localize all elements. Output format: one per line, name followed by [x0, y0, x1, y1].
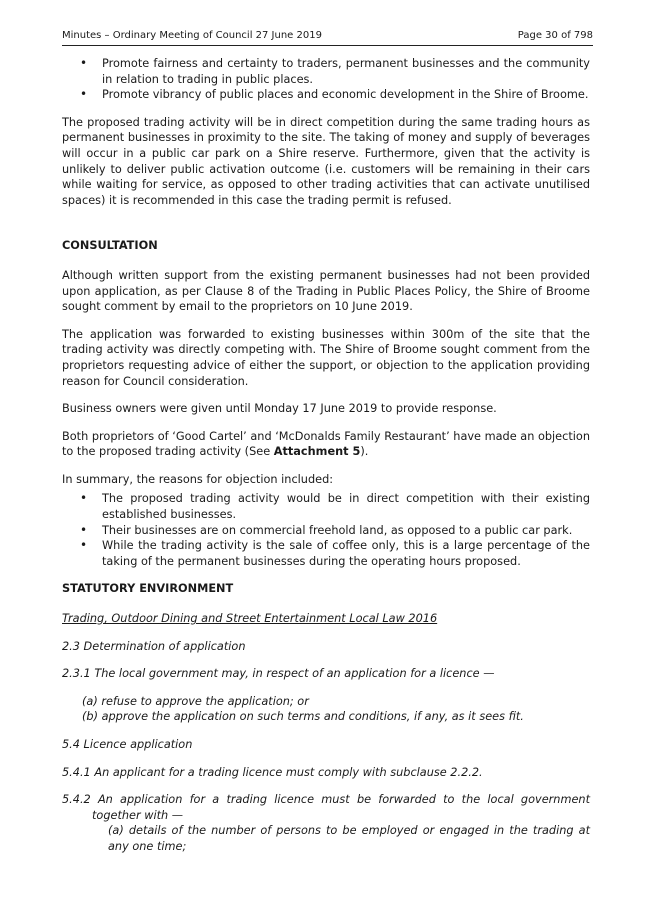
statutory-heading: STATUTORY ENVIRONMENT	[62, 582, 234, 596]
consultation-heading: CONSULTATION	[62, 239, 158, 253]
paragraph: Although written support from the existing permanent businesses had not been provided upon application, as per Clause 8 of the Trading in Public Places Policy, the Shire of Broome sought comment by email to the proprietors on 10 June 2019.	[62, 268, 590, 314]
paragraph: The proposed trading activity will be in direct competition during the same trading hours as permanent businesses in proximity to the site. The taking of money and supply of beverages will occur in a public car park on a Shire reserve. Furthermore, given that the activity is unlikely to deliver public activation outcome (i.e. customers will be remaining in their cars while waiting for service, as opposed to other trading activities that can activate unutilised spaces) it is recommended in this case the trading permit is refused.	[62, 115, 590, 207]
clause-heading: 5.4 Licence application	[62, 738, 193, 751]
paragraph	[62, 429, 590, 460]
paragraph: The application was forwarded to existing businesses within 300m of the site that the trading activity was directly competing with. The Shire of Broome sought comment from the proprietors requesting advice of either the support, or objection to the application providing reason for Council consideration.	[62, 327, 590, 388]
clause: 5.4.2 An application for a trading licence must be forwarded to the local government together with —	[62, 793, 590, 822]
clause-item: (a) refuse to approve the application; or	[82, 694, 309, 708]
paragraph: Business owners were given until Monday 17 June 2019 to provide response.	[62, 402, 497, 416]
list-item: • Promote fairness and certainty to traders, permanent businesses and the community in relation to trading in public places.	[102, 56, 590, 87]
text: ).	[360, 445, 369, 459]
clause: 5.4.1 An applicant for a trading licence must comply with subclause 2.2.2.	[62, 765, 483, 779]
list-item: • The proposed trading activity would be in direct competition with their existing established businesses.	[102, 491, 590, 522]
text: Both proprietors of ‘Good Cartel’ and ‘McDonalds Family Restaurant’ have made an objection to the proposed trading activity (See	[62, 429, 590, 459]
objections-list	[62, 491, 590, 569]
clause-item: (a) details of the number of persons to be employed or engaged in the trading at any one time;	[108, 824, 590, 853]
header-title: Minutes – Ordinary Meeting of Council 27 June 2019	[62, 30, 322, 41]
list-item: • Promote vibrancy of public places and economic development in the Shire of Broome.	[102, 87, 590, 103]
clause-heading: 2.3 Determination of application	[62, 639, 246, 653]
clause-item: (b) approve the application on such terms and conditions, if any, as it sees fit.	[82, 710, 524, 724]
objectives-list	[62, 56, 590, 103]
page-number: Page 30 of 798	[517, 30, 593, 41]
attachment-reference: Attachment 5	[273, 445, 361, 459]
page-header	[62, 30, 593, 46]
page-body	[62, 56, 590, 867]
clause: 2.3.1 The local government may, in respect of an application for a licence —	[62, 667, 495, 681]
local-law-title: Trading, Outdoor Dining and Street Entertainment Local Law 2016	[62, 612, 438, 626]
list-item: • While the trading activity is the sale of coffee only, this is a large percentage of the taking of the permanent businesses during the operating hours proposed.	[102, 538, 590, 569]
paragraph: In summary, the reasons for objection included:	[62, 472, 334, 486]
list-item: • Their businesses are on commercial freehold land, as opposed to a public car park.	[102, 523, 590, 539]
